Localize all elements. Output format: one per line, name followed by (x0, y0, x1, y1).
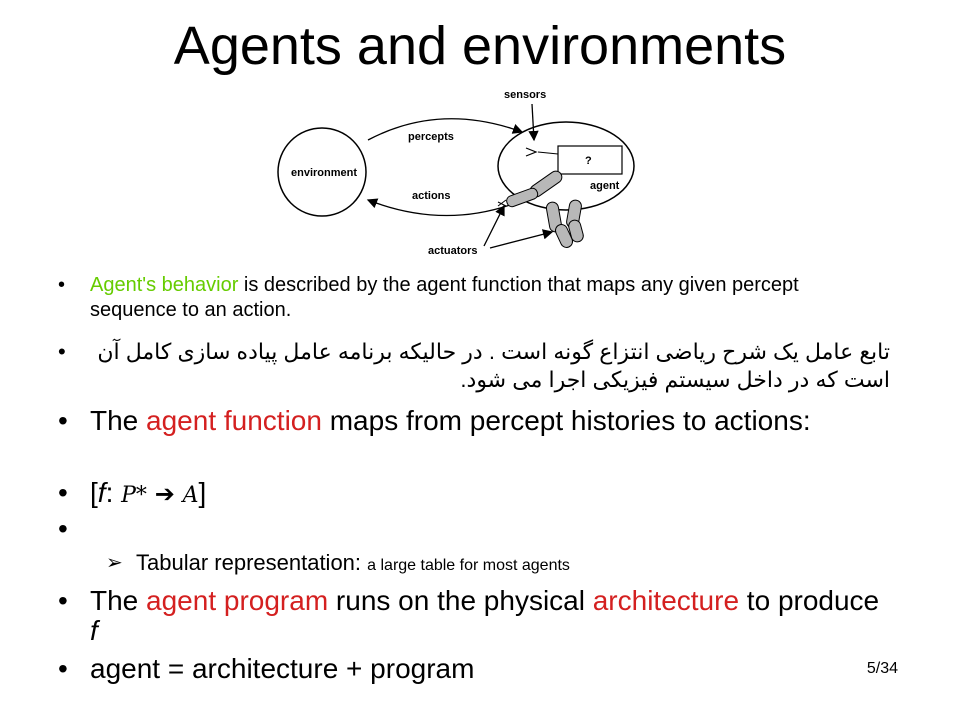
actuators-label: actuators (428, 245, 478, 257)
arrow-right-icon: ➔ (154, 481, 175, 508)
bullet-dot: • (58, 513, 68, 544)
agent-program-term: agent program (146, 585, 329, 616)
bullet-dot: • (58, 477, 68, 508)
formula-space (147, 477, 155, 508)
formula-bracket-open: [ (90, 477, 98, 508)
bullet-formula (58, 478, 458, 510)
sub-bullet-arrow-icon: ➢ (106, 552, 123, 574)
formula-bracket-close: ] (198, 477, 207, 508)
bullet-text-rest: is described by the agent function that maps any given percept sequence to an action. (90, 274, 799, 321)
formula-text (90, 478, 206, 511)
bullet-dot: • (58, 339, 66, 364)
agent-behavior-term: Agent's behavior (90, 274, 239, 296)
formula-p-star: P* (121, 483, 147, 508)
equation-text: agent = architecture + program (90, 653, 475, 684)
formula-f: f (97, 477, 106, 508)
architecture-term: architecture (592, 585, 740, 616)
bullet-dot: • (58, 653, 68, 684)
bullet-text-mid: runs on the physical (328, 585, 593, 616)
percepts-label: percepts (408, 131, 454, 143)
persian-text: تابع عامل یک شرح ریاضی انتزاع گونه است . در حالیکه برنامه عامل پیاده سازی کامل آن است که در داخل سیستم فیزیکی اجرا می شود. (97, 339, 890, 392)
bullet-agent-program (58, 586, 898, 648)
bullet-dot: • (58, 405, 68, 436)
formula-a: A (182, 483, 199, 508)
bullet-persian (58, 338, 898, 400)
bullet-text (90, 273, 880, 323)
sub-bullet-tabular (106, 550, 866, 578)
actuator-limbs-icon (505, 169, 584, 250)
sub-bullet-small: a large table for most agents (367, 557, 570, 574)
bullet-text (90, 406, 880, 436)
formula-f: f (90, 615, 98, 646)
sensor-eye-icon (526, 148, 536, 156)
sensors-arrow (532, 104, 534, 140)
bullet-text-pre: The (90, 405, 147, 436)
actuators-arrow-2 (490, 232, 552, 248)
actions-label: actions (412, 190, 451, 202)
bullet-dot: • (58, 585, 68, 616)
bullet-agent-behavior (58, 273, 878, 325)
bullet-dot: • (58, 274, 66, 296)
page-number: 5/34 (866, 660, 898, 677)
bullet-text (90, 586, 890, 646)
bullet-text-post: maps from percept histories to actions: (321, 405, 811, 436)
sub-bullet-text (136, 550, 570, 576)
bullet-agent-equation (58, 654, 758, 686)
agent-function-term: agent function (146, 405, 322, 436)
slide-title: Agents and environments (173, 16, 787, 76)
bullet-text-post: to produce (739, 585, 880, 616)
sub-bullet-main: Tabular representation: (136, 550, 368, 575)
bullet-text-pre: The (90, 585, 147, 616)
agent-environment-diagram (270, 82, 670, 262)
sensors-label: sensors (504, 89, 547, 101)
environment-label: environment (291, 167, 358, 179)
agent-label: agent (590, 180, 620, 192)
unknown-label: ? (585, 155, 592, 167)
formula-colon: : (105, 477, 122, 508)
actuators-arrow-1 (484, 206, 504, 246)
bullet-agent-function (58, 406, 898, 468)
bullet-empty (58, 514, 118, 544)
